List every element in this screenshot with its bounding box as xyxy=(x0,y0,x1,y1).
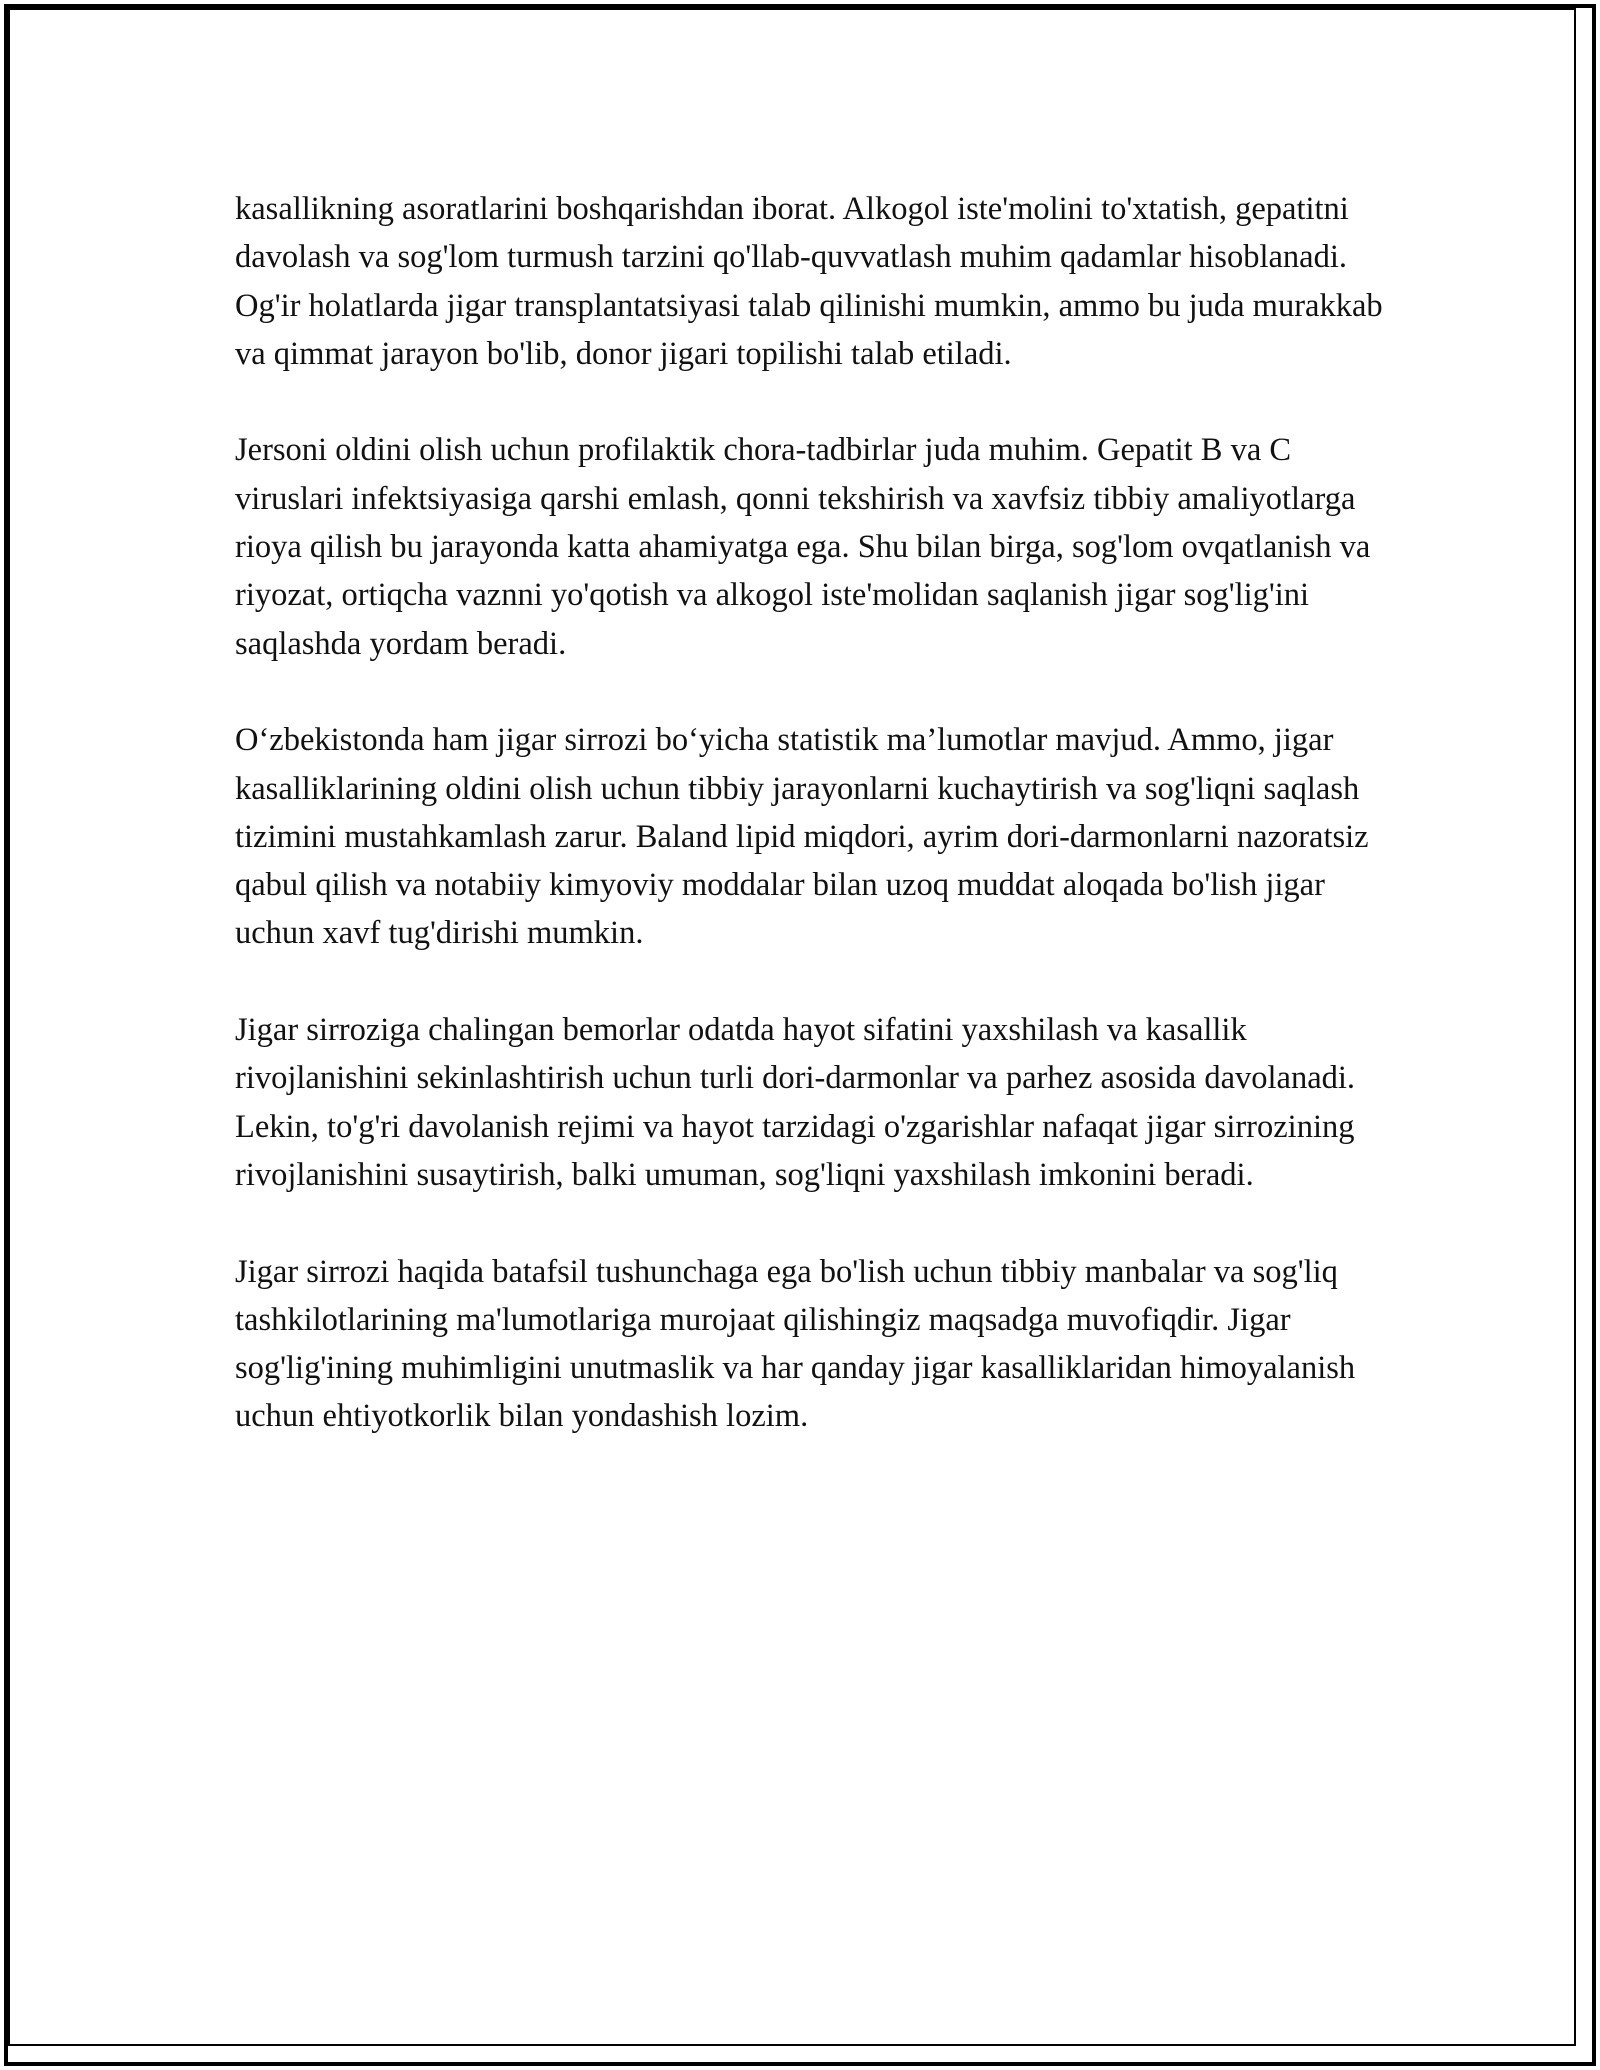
document-body xyxy=(235,185,1395,1441)
paragraph-3: O‘zbekistonda ham jigar sirrozi bo‘yicha statistik ma’lumotlar mavjud. Ammo, jigar kasalliklarining oldini olish uchun tibbiy jarayonlarni kuchaytirish va sog'liqni saqlash tizimini mustahkamlash zarur. Baland lipid miqdori, ayrim dori-darmonlarni nazoratsiz qabul qilish va notabiiy kimyoviy moddalar bilan uzoq muddat aloqada bo'lish jigar uchun xavf tug'dirishi mumkin. xyxy=(235,722,1369,952)
paragraph-1: kasallikning asoratlarini boshqarishdan iborat. Alkogol iste'molini to'xtatish, gepatitni davolash va sog'lom turmush tarzini qo'llab-quvvatlash muhim qadamlar hisoblanadi. Og'ir holatlarda jigar transplantatsiyasi talab qilinishi mumkin, ammo bu juda murakkab va qimmat jarayon bo'lib, donor jigari topilishi talab etiladi. xyxy=(235,191,1383,372)
paragraph-4: Jigar sirroziga chalingan bemorlar odatda hayot sifatini yaxshilash va kasallik rivojlanishini sekinlashtirish uchun turli dori-darmonlar va parhez asosida davolanadi. Lekin, to'g'ri davolanish rejimi va hayot tarzidagi o'zgarishlar nafaqat jigar sirrozining rivojlanishini susaytirish, balki umuman, sog'liqni yaxshilash imkonini beradi. xyxy=(235,1012,1356,1193)
paragraph-2: Jersoni oldini olish uchun profilaktik chora-tadbirlar juda muhim. Gepatit B va C viruslari infektsiyasiga qarshi emlash, qonni tekshirish va xavfsiz tibbiy amaliyotlarga rioya qilish bu jarayonda katta ahamiyatga ega. Shu bilan birga, sog'lom ovqatlanish va riyozat, ortiqcha vaznni yo'qotish va alkogol iste'molidan saqlanish jigar sog'lig'ini saqlashda yordam beradi. xyxy=(235,432,1371,662)
paragraph-5: Jigar sirrozi haqida batafsil tushunchaga ega bo'lish uchun tibbiy manbalar va sog'liq tashkilotlarining ma'lumotlariga murojaat qilishingiz maqsadga muvofiqdir. Jigar sog'lig'ining muhimligini unutmaslik va har qanday jigar kasalliklaridan himoyalanish uchun ehtiyotkorlik bilan yondashish lozim. xyxy=(235,1253,1356,1435)
